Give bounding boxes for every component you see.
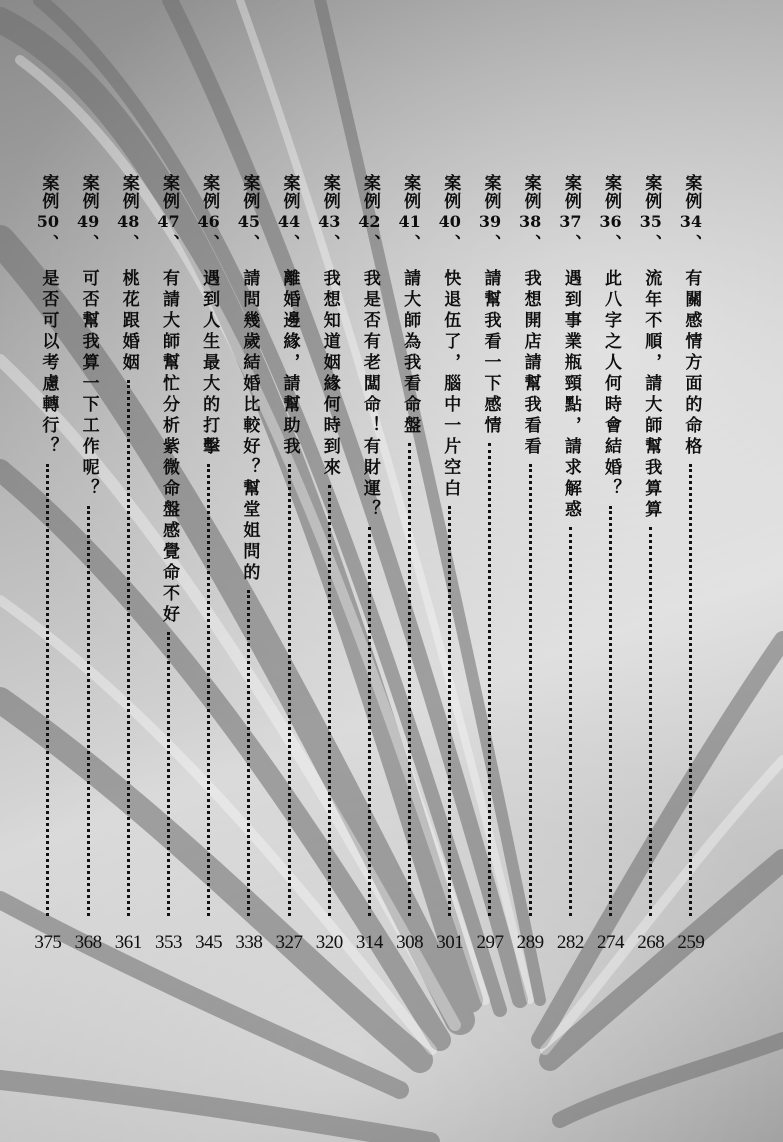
case-title: 此八字之人何時會結婚？ (601, 269, 622, 500)
toc-entry-45[interactable] (229, 174, 269, 962)
page-number: 314 (355, 932, 383, 953)
separator: 、 (158, 234, 179, 251)
case-number: 44 (277, 212, 301, 231)
dot-leader (689, 464, 692, 916)
toc-entry-36[interactable] (590, 174, 630, 962)
case-label: 案例 (38, 174, 59, 210)
separator: 、 (440, 234, 461, 251)
case-title: 可否幫我算一下工作呢？ (78, 269, 99, 500)
case-number: 36 (599, 212, 622, 231)
dot-leader (649, 527, 652, 916)
page-number: 308 (396, 932, 424, 953)
toc-entry-42[interactable] (349, 174, 389, 962)
dot-leader (328, 485, 331, 916)
case-number: 34 (679, 212, 703, 231)
case-title: 請幫我看一下感情 (480, 269, 501, 437)
dot-leader (87, 506, 90, 916)
page-number: 345 (195, 932, 223, 953)
separator: 、 (681, 234, 702, 251)
dot-leader (46, 464, 49, 916)
separator: 、 (560, 234, 581, 251)
case-title: 我是否有老闆命！有財運？ (359, 269, 380, 521)
toc-entry-44[interactable] (269, 174, 309, 962)
case-title: 我想知道姻緣何時到來 (319, 269, 340, 479)
case-title: 遇到事業瓶頸點，請求解惑 (560, 269, 581, 521)
case-label: 案例 (641, 174, 662, 210)
case-number: 39 (478, 212, 502, 231)
separator: 、 (38, 234, 59, 251)
case-label: 案例 (199, 174, 220, 210)
case-label: 案例 (400, 174, 421, 210)
toc-entry-38[interactable] (510, 174, 550, 962)
case-number: 40 (438, 212, 461, 231)
page-number: 338 (235, 932, 263, 953)
toc-entry-47[interactable] (148, 174, 188, 962)
case-label: 案例 (520, 174, 541, 210)
page-number: 361 (114, 932, 142, 953)
dot-leader (529, 464, 532, 916)
separator: 、 (78, 234, 99, 251)
dot-leader (247, 590, 250, 916)
case-number: 47 (157, 212, 180, 231)
case-label: 案例 (118, 174, 139, 210)
separator: 、 (480, 234, 501, 251)
case-label: 案例 (359, 174, 380, 210)
separator: 、 (520, 234, 541, 251)
dot-leader (408, 443, 411, 916)
separator: 、 (199, 234, 220, 251)
case-label: 案例 (480, 174, 501, 210)
page-number: 320 (315, 932, 343, 953)
separator: 、 (359, 234, 380, 251)
toc-entry-46[interactable] (189, 174, 229, 962)
toc-entry-48[interactable] (108, 174, 148, 962)
case-title: 有關感情方面的命格 (681, 269, 702, 458)
page-number: 259 (677, 932, 705, 953)
case-title: 流年不順，請大師幫我算算 (641, 269, 662, 521)
case-title: 是否可以考慮轉行？ (38, 269, 59, 458)
toc-entry-40[interactable] (430, 174, 470, 962)
dot-leader (569, 527, 572, 916)
page-number: 301 (436, 932, 464, 953)
page-number: 375 (34, 932, 62, 953)
page-number: 368 (74, 932, 102, 953)
toc-entry-39[interactable] (470, 174, 510, 962)
case-number: 43 (318, 212, 341, 231)
case-title: 請問幾歲結婚比較好？幫堂姐問的 (239, 269, 260, 584)
case-number: 42 (358, 212, 381, 231)
toc-entry-43[interactable] (309, 174, 349, 962)
dot-leader (167, 632, 170, 916)
separator: 、 (118, 234, 139, 251)
case-label: 案例 (158, 174, 179, 210)
separator: 、 (239, 234, 260, 251)
page-number: 274 (597, 932, 625, 953)
dot-leader (207, 464, 210, 916)
dot-leader (448, 506, 451, 916)
case-title: 桃花跟婚姻 (118, 269, 139, 374)
case-title: 遇到人生最大的打擊 (199, 269, 220, 458)
case-label: 案例 (601, 174, 622, 210)
toc-entry-34[interactable] (671, 174, 711, 962)
toc-entry-37[interactable] (550, 174, 590, 962)
case-title: 我想開店請幫我看看 (520, 269, 541, 458)
toc-entry-35[interactable] (631, 174, 671, 962)
case-number: 48 (117, 212, 140, 231)
dot-leader (368, 527, 371, 916)
case-label: 案例 (440, 174, 461, 210)
case-number: 41 (398, 212, 421, 231)
dot-leader (609, 506, 612, 916)
case-number: 45 (237, 212, 260, 231)
case-label: 案例 (319, 174, 340, 210)
case-number: 49 (76, 212, 100, 231)
page-number: 353 (154, 932, 182, 953)
page-number: 268 (637, 932, 665, 953)
table-of-contents (28, 174, 711, 962)
case-title: 快退伍了，腦中一片空白 (440, 269, 461, 500)
toc-entry-41[interactable] (390, 174, 430, 962)
case-title: 有請大師幫忙分析紫微命盤感覺命不好 (158, 269, 179, 626)
case-number: 37 (559, 212, 582, 231)
dot-leader (288, 464, 291, 916)
separator: 、 (601, 234, 622, 251)
case-label: 案例 (239, 174, 260, 210)
case-number: 50 (36, 212, 60, 231)
case-label: 案例 (681, 174, 702, 210)
dot-leader (488, 443, 491, 916)
case-number: 38 (519, 212, 542, 231)
case-title: 離婚邊緣，請幫助我 (279, 269, 300, 458)
case-label: 案例 (560, 174, 581, 210)
separator: 、 (641, 234, 662, 251)
toc-entry-50[interactable] (28, 174, 68, 962)
case-number: 46 (197, 212, 220, 231)
page-number: 327 (275, 932, 303, 953)
separator: 、 (319, 234, 340, 251)
case-label: 案例 (78, 174, 99, 210)
page-number: 282 (556, 932, 584, 953)
dot-leader (127, 380, 130, 916)
case-title: 請大師為我看命盤 (400, 269, 421, 437)
toc-entry-49[interactable] (68, 174, 108, 962)
page-number: 289 (516, 932, 544, 953)
separator: 、 (400, 234, 421, 251)
page-number: 297 (476, 932, 504, 953)
case-label: 案例 (279, 174, 300, 210)
case-number: 35 (639, 212, 662, 231)
separator: 、 (279, 234, 300, 251)
